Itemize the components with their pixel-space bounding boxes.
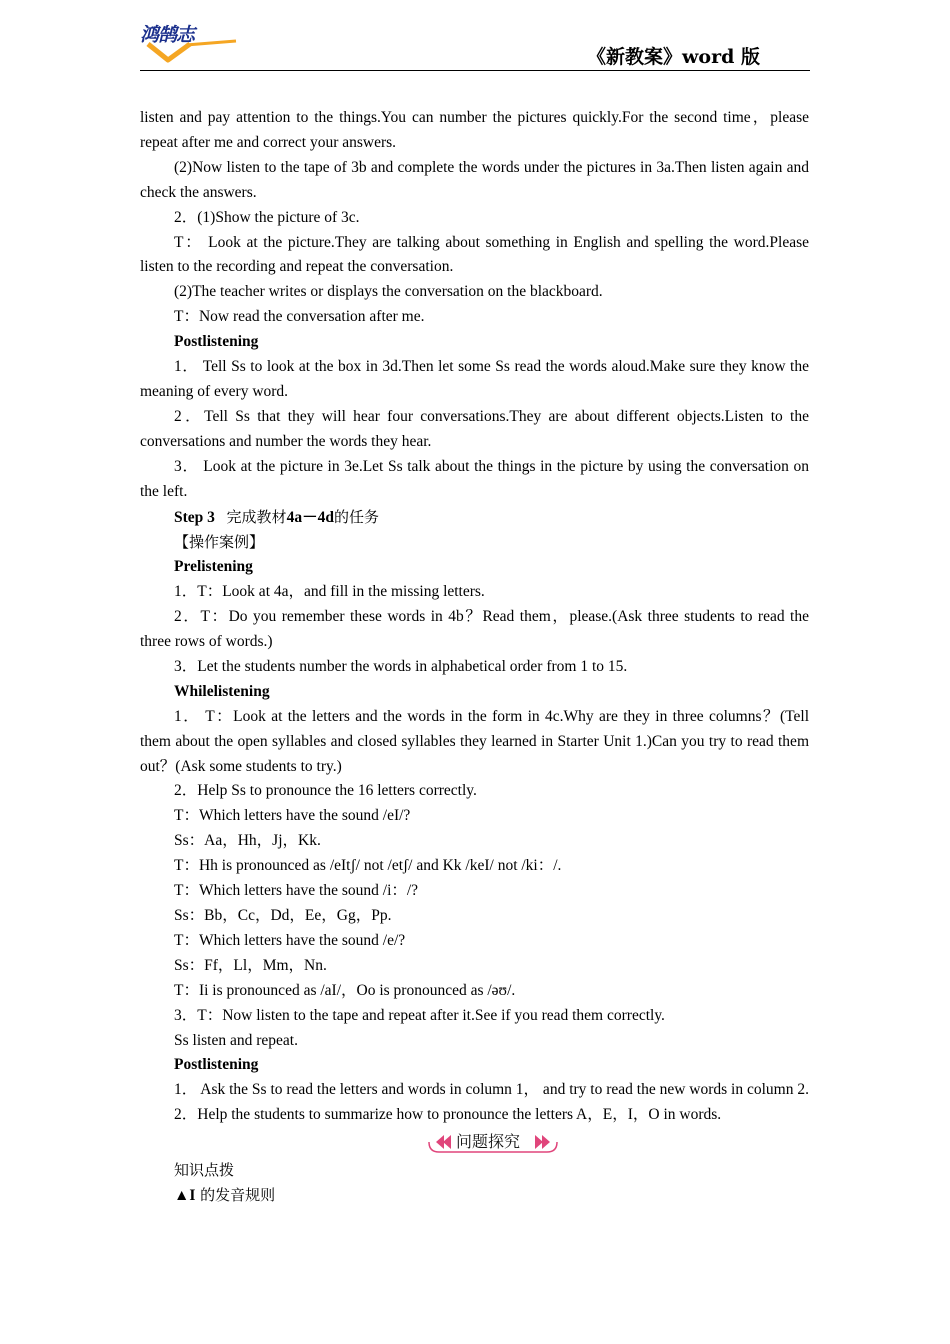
- paragraph: 3．Let the students number the words in alphabetical order from 1 to 15.: [174, 657, 628, 675]
- paragraph: Ss listen and repeat.: [174, 1031, 298, 1049]
- paragraph: T：Which letters have the sound /e/?: [174, 931, 406, 949]
- paragraph: T：Which letters have the sound /i：/?: [174, 882, 419, 900]
- paragraph: (2)The teacher writes or displays the conversation on the blackboard.: [174, 283, 603, 301]
- section-heading: Prelistening: [174, 558, 253, 576]
- paragraph: Ss：Ff，Ll，Mm，Nn.: [174, 956, 327, 974]
- logo-chevron-icon: [146, 38, 238, 64]
- banner-label: 问题探究: [456, 1132, 521, 1152]
- paragraph: listen and pay attention to the things.You can number the pictures quickly.For the second time，please repeat after me and correct your answers.: [140, 109, 809, 151]
- paragraph: T：Now read the conversation after me.: [174, 308, 425, 326]
- paragraph: 3． Look at the picture in 3e.Let Ss talk about the things in the picture by using the conversation on the left.: [140, 457, 809, 500]
- paragraph: 1． Ask the Ss to read the letters and words in column 1， and try to read the new words in column 2.: [174, 1081, 809, 1099]
- paragraph: Ss：Aa，Hh，Jj，Kk.: [174, 832, 321, 850]
- section-heading: Postlistening: [174, 333, 259, 351]
- paragraph: Ss：Bb，Cc，Dd，Ee，Gg，Pp.: [174, 907, 392, 924]
- paragraph: 1． T：Look at the letters and the words in the form in 4c.Why are they in three columns？(Tell them about the open syllables and closed syllables they learned in Starter Unit 1.)Can you try to read them out？(Ask some students to try.): [140, 707, 809, 775]
- paragraph: T： Look at the picture.They are talking about something in English and spelling the word.Please listen to the recording and repeat the conversation.: [140, 233, 809, 276]
- paragraph: 2．(1)Show the picture of 3c.: [174, 208, 360, 226]
- paragraph: (2)Now listen to the tape of 3b and complete the words under the pictures in 3a.Then listen again and check the answers.: [140, 158, 809, 201]
- step-text-end: 的任务: [333, 507, 379, 526]
- section-heading: Whilelistening: [174, 682, 270, 700]
- paragraph: 2．Help the students to summarize how to pronounce the letters A，E，I，O in words.: [174, 1106, 722, 1124]
- paragraph: 2．Help Ss to pronounce the 16 letters correctly.: [174, 782, 477, 800]
- paragraph: 2．T：Do you remember these words in 4b？Read them，please.(Ask three students to read the three rows of words.): [140, 608, 809, 651]
- rule-text: 的发音规则: [195, 1186, 276, 1205]
- page-header: [140, 18, 810, 71]
- section-heading: Postlistening: [174, 1056, 259, 1074]
- document-body: [140, 106, 809, 1209]
- logo: [140, 18, 240, 64]
- step-text: 完成教材: [226, 507, 287, 526]
- paragraph: 3．T：Now listen to the tape and repeat after it.See if you read them correctly.: [174, 1006, 665, 1024]
- rule-letter: ▲I: [174, 1187, 196, 1205]
- logo-text: 鸿鹄志: [140, 24, 195, 46]
- step-heading: [140, 505, 809, 531]
- rule-heading: [140, 1183, 809, 1209]
- case-heading: 【操作案例】: [174, 533, 265, 552]
- paragraph: 1．T：Look at 4a，and fill in the missing letters.: [174, 583, 485, 601]
- step-range: 4a－4d: [286, 508, 334, 526]
- step-label: Step 3: [174, 508, 215, 526]
- paragraph: T：Ii is pronounced as /aI/，Oo is pronounced as /əʊ/.: [174, 981, 516, 999]
- paragraph: 2．Tell Ss that they will hear four conversations.They are about different objects.Listen to the conversations and number the words they hear.: [140, 407, 809, 450]
- paragraph: T：Which letters have the sound /eI/?: [174, 807, 411, 825]
- paragraph: T：Hh is pronounced as /eItʃ/ not /etʃ/ and Kk /keI/ not /ki：/.: [174, 857, 562, 875]
- paragraph: 1． Tell Ss to look at the box in 3d.Then let some Ss read the words aloud.Make sure they know the meaning of every word.: [140, 358, 809, 400]
- section-banner: [140, 1128, 809, 1158]
- knowledge-heading: 知识点拨: [174, 1161, 235, 1180]
- header-title: 《新教案》word 版: [587, 46, 760, 68]
